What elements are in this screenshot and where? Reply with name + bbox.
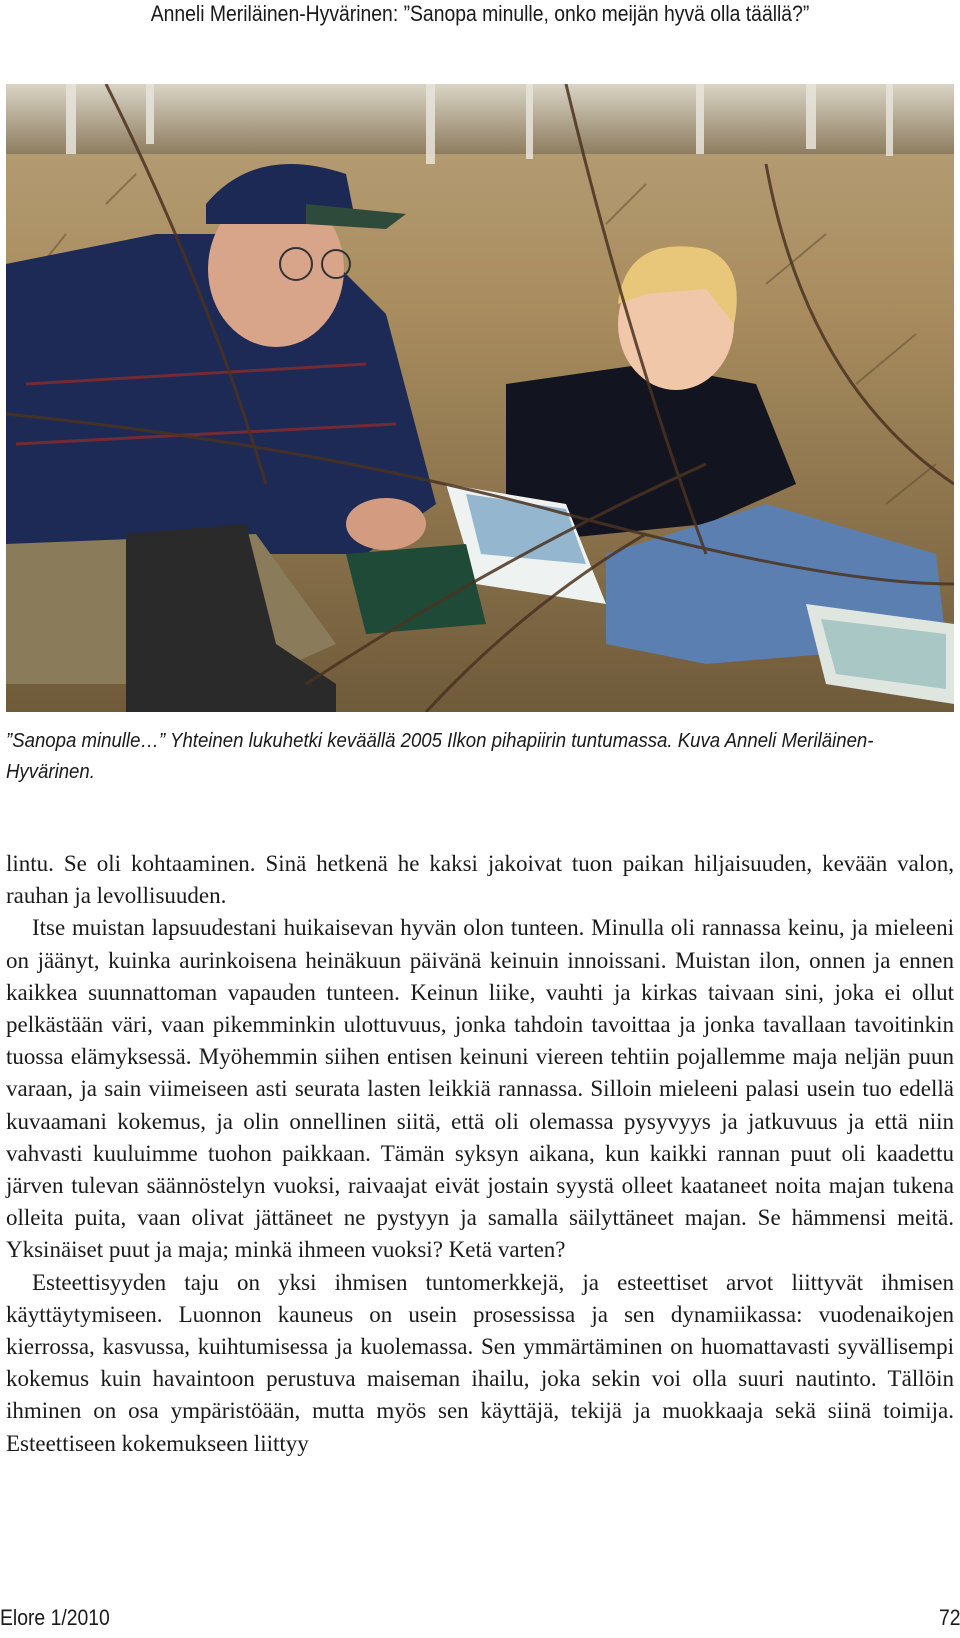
footer-page-number: 72 — [938, 1605, 960, 1630]
photo-caption: ”Sanopa minulle…” Yhteinen lukuhetki keväällä 2005 Ilkon pihapiirin tuntumassa. Kuva Anneli Meriläinen-Hyvärinen. — [6, 730, 874, 783]
paragraph: lintu. Se oli kohtaaminen. Sinä hetkenä he kaksi jakoivat tuon paikan hiljaisuuden, kevään valon, rauhan ja levollisuuden. — [6, 851, 954, 909]
photo-grandfather-and-child-reading — [6, 84, 954, 712]
footer-journal: Elore 1/2010 — [0, 1605, 110, 1630]
photo-illustration — [6, 84, 954, 712]
paragraph: Esteettisyyden taju on yksi ihmisen tuntomerkkejä, ja esteettiset arvot liittyvät ihmisen käyttäytymiseen. Luonnon kauneus on usein prosessissa ja sen dynamiikassa: vuodenaikojen kierrossa, kasvussa, kuihtumisessa ja kuolemassa. Sen ymmärtäminen on huomattavasti syvällisempi kokemus kuin havaintoon perustuva maiseman ihailu, joka sekin voi olla suuri nautinto. Tällöin ihminen on osa ympäristöään, mutta myös sen käyttäjä, tekijä ja muokkaaja sekä siinä toimija. Esteettiseen kokemukseen liittyy — [6, 1269, 954, 1456]
article-body — [6, 848, 954, 1460]
running-head: Anneli Meriläinen-Hyvärinen: ”Sanopa minulle, onko meijän hyvä olla täällä?” — [150, 1, 810, 26]
paragraph: Itse muistan lapsuudestani huikaisevan hyvän olon tunteen. Minulla oli rannassa keinu, ja mieleeni on jäänyt, kuinka aurinkoisena heinäkuun päivänä keinuin innoissani. Muistan ilon, onnen ja ennen kaikkea suunnattoman vapauden tunteen. Keinun liike, vauhti ja kirkas taivaan sini, joka ei ollut pelkästään väri, vaan pikemminkin ulottuvuus, jonka tahdoin tavoittaa ja jonka tavallaan tavoitinkin tuossa elämyksessä. Myöhemmin siihen entisen keinuni viereen tehtiin pojallemme maja neljän puun varaan, ja sain viimeiseen asti seurata lasten leikkiä rannassa. Silloin mieleeni palasi usein tuo edellä kuvaamani kokemus, ja olin onnellinen siitä, että oli olemassa pysyvyys ja jatkuvuus ja että niin vahvasti kuuluimme tuohon paikkaan. Tämän syksyn aikana, kun kaikki rannan puut oli kaadettu järven tulevan säännöstelyn vuoksi, raivaajat eivät jostain syystä olleet kaataneet noita majan tukena olleita puita, vaan olivat jättäneet ne pystyyn ja samalla säilyttäneet majan. Se hämmensi meitä. Yksinäiset puut ja maja; minkä ihmeen vuoksi? Ketä varten? — [6, 915, 954, 1263]
